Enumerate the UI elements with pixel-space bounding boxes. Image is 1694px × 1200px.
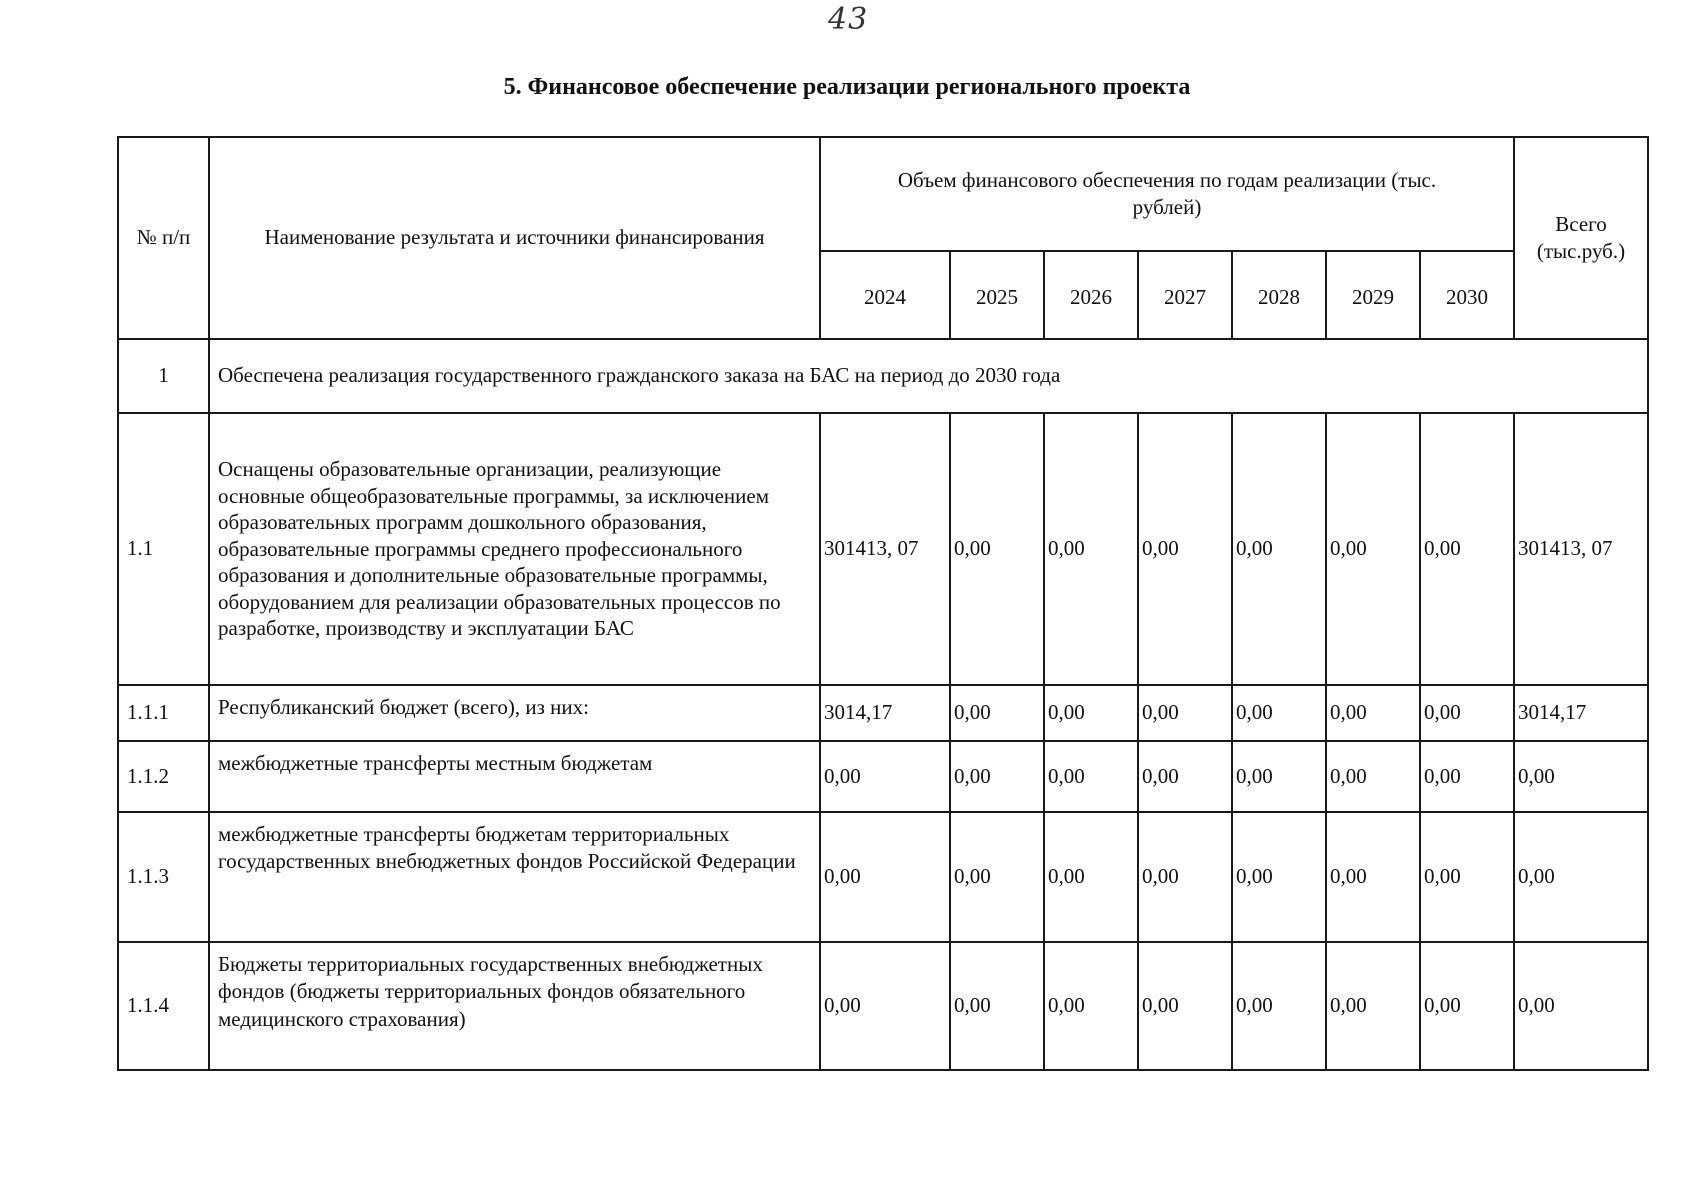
financing-table bbox=[117, 136, 1649, 1071]
row-value: 0,00 bbox=[1044, 812, 1138, 942]
page-number: 43 bbox=[828, 2, 869, 37]
row-num: 1.1.4 bbox=[118, 942, 209, 1070]
row-value: 0,00 bbox=[1138, 741, 1232, 812]
header-year: 2024 bbox=[820, 251, 950, 339]
row-value: 0,00 bbox=[950, 413, 1044, 685]
row-num: 1.1.1 bbox=[118, 685, 209, 741]
header-year: 2029 bbox=[1326, 251, 1420, 339]
row-num: 1.1 bbox=[118, 413, 209, 685]
row-value: 0,00 bbox=[1420, 741, 1514, 812]
row-value: 0,00 bbox=[1138, 413, 1232, 685]
table-row bbox=[118, 685, 1648, 741]
row-total: 3014,17 bbox=[1514, 685, 1648, 741]
section-text: Обеспечена реализация государственного гражданского заказа на БАС на период до 2030 года bbox=[209, 339, 1648, 413]
row-value: 0,00 bbox=[1138, 685, 1232, 741]
row-value: 0,00 bbox=[820, 942, 950, 1070]
row-name: межбюджетные трансферты бюджетам территориальных государственных внебюджетных фондов Российской Федерации bbox=[209, 812, 820, 942]
header-volume: Объем финансового обеспечения по годам реализации (тыс. рублей) bbox=[820, 137, 1514, 251]
row-value: 0,00 bbox=[1326, 685, 1420, 741]
row-value: 0,00 bbox=[950, 741, 1044, 812]
row-name: Оснащены образовательные организации, реализующие основные общеобразовательные программы, за исключением образовательных программ дошкольного образования, образовательные программы среднего профессионального образования и дополнительные образовательные программы, оборудованием для реализации образовательных процессов по разработке, производству и эксплуатации БАС bbox=[209, 413, 820, 685]
table-row bbox=[118, 942, 1648, 1070]
header-year: 2027 bbox=[1138, 251, 1232, 339]
row-value: 0,00 bbox=[1138, 812, 1232, 942]
row-name: Республиканский бюджет (всего), из них: bbox=[209, 685, 820, 741]
row-total: 0,00 bbox=[1514, 812, 1648, 942]
section-num: 1 bbox=[118, 339, 209, 413]
table-row bbox=[118, 413, 1648, 685]
row-value: 3014,17 bbox=[820, 685, 950, 741]
header-num: № п/п bbox=[118, 137, 209, 339]
row-value: 0,00 bbox=[1420, 413, 1514, 685]
row-value: 0,00 bbox=[1044, 413, 1138, 685]
row-value: 0,00 bbox=[1044, 741, 1138, 812]
page-title: 5. Финансовое обеспечение реализации регионального проекта bbox=[503, 74, 1191, 100]
row-value: 0,00 bbox=[1420, 685, 1514, 741]
table-row bbox=[118, 812, 1648, 942]
row-value: 301413, 07 bbox=[820, 413, 950, 685]
row-value: 0,00 bbox=[950, 685, 1044, 741]
table-row bbox=[118, 741, 1648, 812]
row-value: 0,00 bbox=[1044, 685, 1138, 741]
row-value: 0,00 bbox=[1326, 741, 1420, 812]
row-value: 0,00 bbox=[1044, 942, 1138, 1070]
row-value: 0,00 bbox=[1326, 942, 1420, 1070]
row-name: Бюджеты территориальных государственных внебюджетных фондов (бюджеты территориальных фондов обязательного медицинского страхования) bbox=[209, 942, 820, 1070]
header-row bbox=[118, 137, 1648, 251]
row-value: 0,00 bbox=[1232, 413, 1326, 685]
row-total: 0,00 bbox=[1514, 741, 1648, 812]
row-value: 0,00 bbox=[1420, 942, 1514, 1070]
row-value: 0,00 bbox=[1232, 741, 1326, 812]
row-value: 0,00 bbox=[1420, 812, 1514, 942]
row-value: 0,00 bbox=[1326, 413, 1420, 685]
row-num: 1.1.2 bbox=[118, 741, 209, 812]
row-value: 0,00 bbox=[950, 812, 1044, 942]
row-value: 0,00 bbox=[820, 812, 950, 942]
header-total: Всего (тыс.руб.) bbox=[1514, 137, 1648, 339]
row-name: межбюджетные трансферты местным бюджетам bbox=[209, 741, 820, 812]
row-value: 0,00 bbox=[820, 741, 950, 812]
row-value: 0,00 bbox=[1232, 685, 1326, 741]
header-year: 2025 bbox=[950, 251, 1044, 339]
row-value: 0,00 bbox=[1326, 812, 1420, 942]
row-total: 0,00 bbox=[1514, 942, 1648, 1070]
section-row bbox=[118, 339, 1648, 413]
header-year: 2030 bbox=[1420, 251, 1514, 339]
row-value: 0,00 bbox=[1232, 812, 1326, 942]
header-year: 2026 bbox=[1044, 251, 1138, 339]
row-total: 301413, 07 bbox=[1514, 413, 1648, 685]
header-name: Наименование результата и источники финансирования bbox=[209, 137, 820, 339]
row-num: 1.1.3 bbox=[118, 812, 209, 942]
row-value: 0,00 bbox=[1232, 942, 1326, 1070]
row-value: 0,00 bbox=[1138, 942, 1232, 1070]
header-year: 2028 bbox=[1232, 251, 1326, 339]
row-value: 0,00 bbox=[950, 942, 1044, 1070]
